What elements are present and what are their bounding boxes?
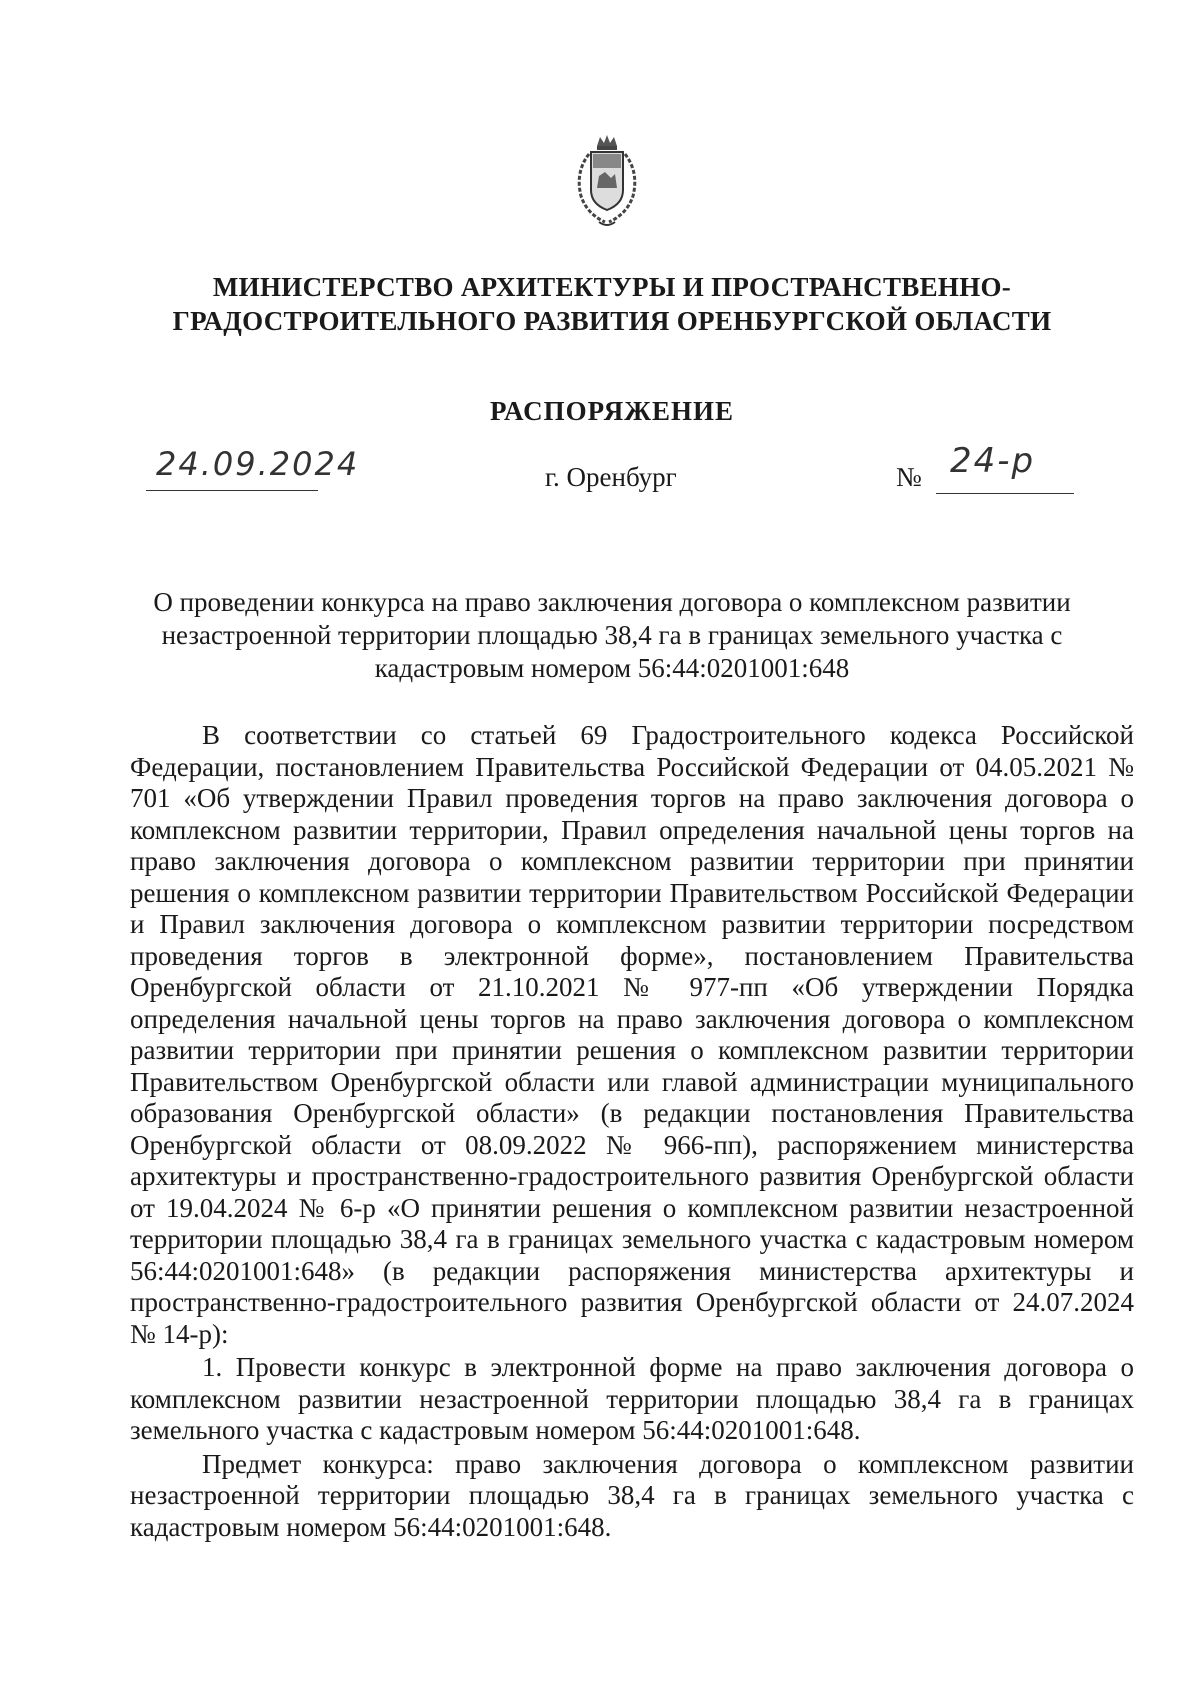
document-date: 24.09.2024 (156, 445, 360, 483)
organization-name-text: МИНИСТЕРСТВО АРХИТЕКТУРЫ И ПРОСТРАНСТВЕННО- ГРАДОСТРОИТЕЛЬНОГО РАЗВИТИЯ ОРЕНБУРГСКОЙ ОБЛАСТИ (172, 272, 1052, 336)
document-type: РАСПОРЯЖЕНИЕ (489, 396, 735, 426)
number-label: № (896, 462, 922, 492)
organization-name (120, 270, 1104, 338)
body-paragraph-2: 1. Провести конкурс в электронной форме на право заключения договора о комплексном развитии незастроенной территории площадью 38,4 га в границах земельного участка с кадастровым номером 56:44:0201001:648. (130, 1352, 1134, 1445)
document-number: 24-р (950, 441, 1036, 481)
coat-of-arms-icon (569, 132, 645, 232)
document-body (130, 720, 1134, 1543)
body-paragraph-3: Предмет конкурса: право заключения договора о комплексном развитии незастроенной территории площадью 38,4 га в границах земельного участка с кадастровым номером 56:44:0201001:648. (130, 1448, 1134, 1542)
body-paragraph-1: В соответствии со статьей 69 Градостроительного кодекса Российской Федерации, постановлением Правительства Российской Федерации от 04.05.2021 № 701 «Об утверждении Правил проведения торгов на право заключения договора о комплексном развитии территории, Правил определения начальной цены торгов на право заключения договора о комплексном развитии территории при принятии решения о комплексном развитии территории Правительством Российской Федерации и Правил заключения договора о комплексном развитии территории посредством проведения торгов в электронной форме», постановлением Правительства Оренбургской области от 21.10.2021 № 977-пп «Об утверждении Порядка определения начальной цены торгов на право заключения договора о комплексном развитии территории при принятии решения о комплексном развитии территории Правительством Оренбургской области или главой администрации муниципального образования Оренбургской области» (в редакции постановления Правительства Оренбургской области от 08.09.2022 № 966-пп), распоряжением министерства архитектуры и пространственно-градостроительного развития Оренбургской области от 19.04.2024 № 6-р «О принятии решения о комплексном развитии незастроенной территории площадью 38,4 га в границах земельного участка с кадастровым номером 56:44:0201001:648» (в редакции распоряжения министерства архитектуры и пространственно-градостроительного развития Оренбургской области от 24.07.2024 № 14-р): (130, 720, 1134, 1349)
document-subject: О проведении конкурса на право заключения договора о комплексном развитии незастроенной территории площадью 38,4 га в границах земельного участка с кадастровым номером 56:44:0201001:648 (153, 587, 1071, 683)
document-city: г. Оренбург (545, 462, 677, 492)
date-underline (146, 490, 318, 491)
number-underline (936, 493, 1074, 494)
